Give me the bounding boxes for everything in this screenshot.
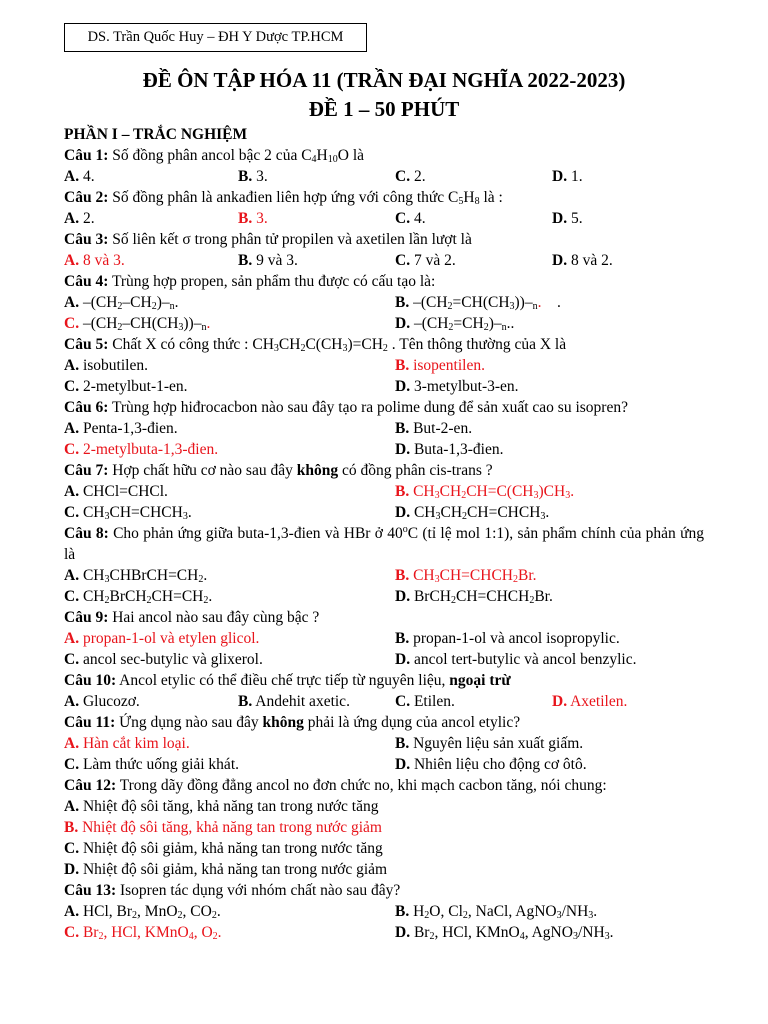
- option-a-correct: A. 8 và 3.: [64, 252, 125, 269]
- option-b: B. 3.: [238, 168, 268, 185]
- option-a: A. Glucozơ.: [64, 693, 140, 710]
- option-c: C. $CH_2BrCH_2CH=CH_2$.: [64, 588, 213, 606]
- option-b-correct: B. Nhiệt độ sôi tăng, khả năng tan trong nước giảm: [64, 819, 382, 836]
- option-d: D. 1.: [552, 168, 583, 185]
- option-a: A. $-(CH_2-CH_2)-_n$.: [64, 294, 179, 312]
- option-a: A. CHCl=CHCl.: [64, 483, 168, 500]
- question-4: Câu 4: Trùng hợp propen, sản phẩm thu được có cấu tạo là:: [64, 273, 436, 290]
- option-b: B. Nguyên liệu sản xuất giấm.: [395, 735, 584, 752]
- option-c: C. Làm thức uống giải khát.: [64, 756, 239, 773]
- question-1-options: [64, 166, 704, 187]
- option-d-correct: D. Axetilen.: [552, 693, 628, 710]
- question-13-options-ab: [64, 901, 704, 922]
- option-c: C. 2-metylbut-1-en.: [64, 378, 188, 395]
- question-5-options-ab: [64, 355, 704, 376]
- author-box: DS. Trần Quốc Huy – ĐH Y Dược TP.HCM: [64, 23, 367, 52]
- option-a: A. 4.: [64, 168, 95, 185]
- exam-title: ĐỀ ÔN TẬP HÓA 11 (TRẦN ĐẠI NGHĨA 2022-2023): [142, 68, 626, 92]
- section-heading: PHẦN I – TRẮC NGHIỆM: [64, 126, 248, 143]
- question-2: Câu 2: Số đồng phân là ankađien liên hợp ứng với công thức $C_5H_8$ là :: [64, 189, 503, 207]
- question-11-options-cd: [64, 754, 704, 775]
- option-c: C. Nhiệt độ sôi giảm, khả năng tan trong nước tăng: [64, 840, 383, 857]
- option-c: C. ancol sec-butylic và glixerol.: [64, 651, 263, 668]
- question-8: Câu 8: Cho phản ứng giữa buta-1,3-đien và HBr ở 40$^o$C (tỉ lệ mol 1:1), sản phẩm chính của phản ứng là: [64, 524, 705, 563]
- question-7-options-cd: [64, 502, 704, 523]
- option-a-correct: A. propan-1-ol và etylen glicol.: [64, 630, 260, 647]
- question-8-options-ab: [64, 565, 704, 586]
- option-c-correct: C. $-(CH_2-CH(CH_3))-_n$.: [64, 315, 211, 333]
- option-b: B. Andehit axetic.: [238, 693, 350, 710]
- option-c: C. 7 và 2.: [395, 252, 456, 269]
- exam-subtitle: ĐỀ 1 – 50 PHÚT: [308, 97, 460, 121]
- question-3-options: [64, 250, 704, 271]
- option-a: A. HCl, $Br_2$, MnO$_2$, $CO_2$.: [64, 903, 221, 921]
- question-4-options-ab: [64, 292, 704, 313]
- option-b: B. 9 và 3.: [238, 252, 298, 269]
- question-3: Câu 3: Số liên kết σ trong phân tử propilen và axetilen lần lượt là: [64, 231, 472, 248]
- option-d: D. $CH_3CH_2CH=CHCH_3$.: [395, 504, 550, 522]
- option-c: C. 2.: [395, 168, 426, 185]
- question-1: Câu 1: Số đồng phân ancol bậc 2 của $C_4H_{10}O$ là: [64, 147, 365, 165]
- option-a: A. Nhiệt độ sôi tăng, khả năng tan trong nước tăng: [64, 798, 379, 815]
- question-2-options: [64, 208, 704, 229]
- question-13: Câu 13: Isopren tác dụng với nhóm chất nào sau đây?: [64, 882, 401, 899]
- option-a-correct: A. Hàn cắt kim loại.: [64, 735, 190, 752]
- option-b: B. $H_2O$, $Cl_2$, NaCl, $AgNO_3/NH_3$.: [395, 903, 598, 921]
- option-c: C. Etilen.: [395, 693, 455, 710]
- option-d: D. 5.: [552, 210, 583, 227]
- option-b-correct: B. isopentilen.: [395, 357, 485, 374]
- question-13-options-cd: [64, 922, 704, 943]
- option-c-correct: C. $Br_2$, HCl, KMnO$_4$, $O_2$.: [64, 924, 222, 942]
- question-9: Câu 9: Hai ancol nào sau đây cùng bậc ?: [64, 609, 320, 626]
- option-d: D. $-(CH_2=CH_2)-_n$..: [395, 315, 515, 333]
- option-b-correct: B. $CH_3CH=CHCH_2Br$.: [395, 567, 537, 585]
- option-a: A. 2.: [64, 210, 95, 227]
- option-c-correct: C. 2-metylbuta-1,3-đien.: [64, 441, 219, 458]
- question-10: Câu 10: Ancol etylic có thể điều chế trực tiếp từ nguyên liệu, ngoại trừ: [64, 672, 511, 689]
- option-d: D. 3-metylbut-3-en.: [395, 378, 519, 395]
- option-d: D. Nhiên liệu cho động cơ ôtô.: [395, 756, 587, 773]
- option-b-correct: B. 3.: [238, 210, 268, 227]
- option-b: B. But-2-en.: [395, 420, 473, 437]
- question-10-options: [64, 691, 704, 712]
- option-d: D. 8 và 2.: [552, 252, 613, 269]
- option-d: D. Buta-1,3-đien.: [395, 441, 504, 458]
- question-11: Câu 11: Ứng dụng nào sau đây không phải là ứng dụng của ancol etylic?: [64, 714, 521, 731]
- question-5: Câu 5: Chất X có công thức : $CH_3CH_2C(CH_3)=CH_2$ . Tên thông thường của X là: [64, 336, 567, 354]
- option-d: D. $Br_2$, HCl, KMnO$_4$, $AgNO_3/NH_3$.: [395, 924, 614, 942]
- question-11-options-ab: [64, 733, 704, 754]
- question-6: Câu 6: Trùng hợp hiđrocacbon nào sau đây tạo ra polime dung để sản xuất cao su isopren?: [64, 399, 628, 416]
- option-b-correct: B. $CH_3CH_2CH=C(CH_3)CH_3$.: [395, 483, 575, 501]
- option-c: C. 4.: [395, 210, 426, 227]
- question-12: Câu 12: Trong dãy đồng đẳng ancol no đơn chức no, khi mạch cacbon tăng, nói chung:: [64, 777, 607, 794]
- question-9-options-ab: [64, 628, 704, 649]
- option-d: D. Nhiệt độ sôi giảm, khả năng tan trong nước giảm: [64, 861, 388, 878]
- option-c: C. $CH_3CH=CHCH_3$.: [64, 504, 192, 522]
- question-7-options-ab: [64, 481, 704, 502]
- option-d: D. ancol tert-butylic và ancol benzylic.: [395, 651, 637, 668]
- option-b: B. $-(CH_2=CH(CH_3))-_n$. .: [395, 294, 561, 312]
- option-b: B. propan-1-ol và ancol isopropylic.: [395, 630, 620, 647]
- question-5-options-cd: [64, 376, 704, 397]
- question-8-options-cd: [64, 586, 704, 607]
- exam-content: [64, 124, 704, 943]
- question-6-options-ab: [64, 418, 704, 439]
- question-9-options-cd: [64, 649, 704, 670]
- option-d: D. $BrCH_2CH=CHCH_2Br$.: [395, 588, 553, 606]
- question-6-options-cd: [64, 439, 704, 460]
- question-7: Câu 7: Hợp chất hữu cơ nào sau đây không có đồng phân cis-trans ?: [64, 462, 493, 479]
- option-a: A. isobutilen.: [64, 357, 148, 374]
- option-a: A. $CH_3CHBrCH=CH_2$.: [64, 567, 208, 585]
- question-4-options-cd: [64, 313, 704, 334]
- option-a: A. Penta-1,3-đien.: [64, 420, 178, 437]
